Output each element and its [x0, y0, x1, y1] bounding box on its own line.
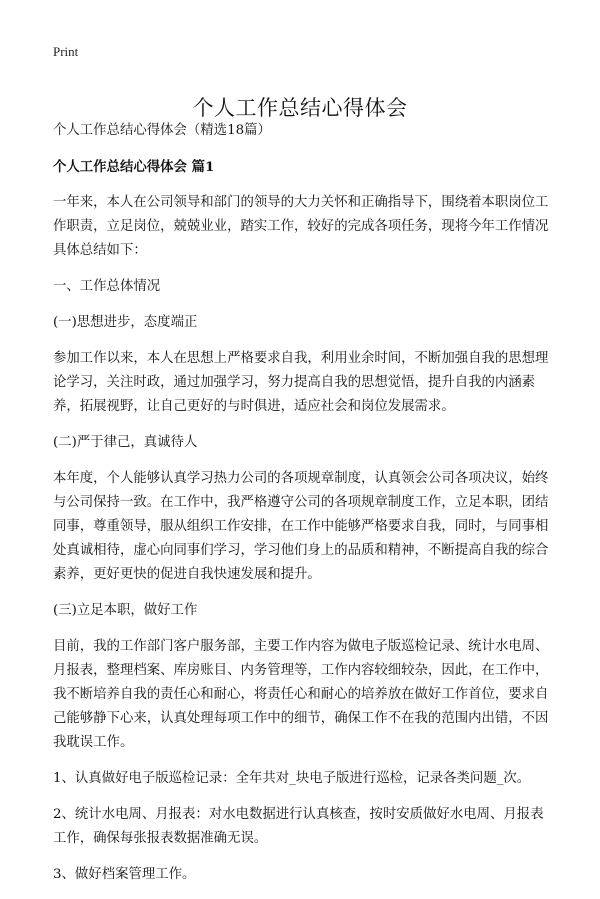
document-subtitle: 个人工作总结心得体会（精选18篇）: [53, 123, 271, 138]
sub3-paragraph: 目前，我的工作部门客户服务部，主要工作内容为做电子版巡检记录、统计水电周、月报表，整理档案、库房账目、内务管理等，工作内容较细较杂，因此，在工作中，我不断培养自我的责任心和耐心，将责任心和耐心的培养放在做好工作首位，要求自己能够静下心来，认真处理每项工作中的细节，确保工作不在我的范围内出错，不因我耽误工作。: [53, 639, 549, 750]
sub2-paragraph: 本年度，个人能够认真学习热力公司的各项规章制度，认真领会公司各项决议，始终与公司保持一致。在工作中，我严格遵守公司的各项规章制度工作，立足本职，团结同事，尊重领导，服从组织工作安排，在工作中能够严格要求自我，同时，与同事相处真诚相待，虚心向同事们学习，学习他们身上的品质和精神，不断提高自我的综合素养，更好更快的促进自我快速发展和提升。: [53, 471, 549, 582]
sub1-paragraph: 参加工作以来，本人在思想上严格要求自我，利用业余时间，不断加强自我的思想理论学习，关注时政，通过加强学习，努力提高自我的思想觉悟，提升自我的内涵素养，拓展视野，让自己更好的与时俱进，适应社会和岗位发展需求。: [53, 351, 549, 414]
list-item-2: 2、统计水电周、月报表：对水电数据进行认真核查，按时安质做好水电周、月报表工作，确保每张报表数据准确无误。: [53, 807, 544, 846]
list-item-3: 3、做好档案管理工作。: [53, 867, 196, 882]
intro-paragraph: 一年来，本人在公司领导和部门的领导的大力关怀和正确指导下，围绕着本职岗位工作职责，立足岗位，兢兢业业，踏实工作，较好的完成各项任务，现将今年工作情况具体总结如下：: [53, 195, 549, 258]
sub1-heading: (一)思想进步，态度端正: [53, 315, 198, 330]
sub3-heading: (三)立足本职，做好工作: [53, 603, 198, 618]
part1-heading: 一、工作总体情况: [53, 279, 161, 294]
document-body: [53, 119, 550, 899]
section-heading: 个人工作总结心得体会 篇1: [53, 159, 215, 175]
sub2-heading: (二)严于律己，真诚待人: [53, 435, 198, 450]
page-title: 个人工作总结心得体会: [192, 96, 408, 121]
print-label: Print: [53, 44, 79, 59]
list-item-1: 1、认真做好电子版巡检记录：全年共对_块电子版进行巡检，记录各类问题_次。: [53, 771, 531, 786]
